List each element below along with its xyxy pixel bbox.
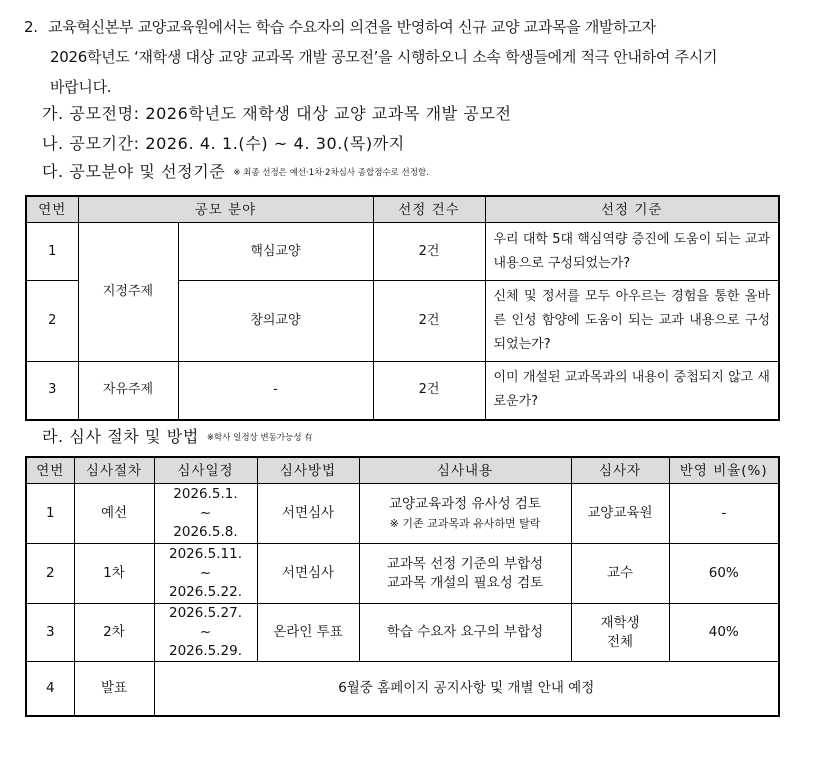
cell-method: 서면심사 xyxy=(257,484,359,544)
reviewer-line-1: 재학생 xyxy=(600,614,640,631)
cell-step: 2차 xyxy=(74,604,154,662)
col-ratio: 반영 비율(%) xyxy=(669,457,779,484)
item-field-criteria xyxy=(42,159,429,186)
cell-field: 핵심교양 xyxy=(178,223,373,281)
item-review-procedure-note: ※학사 일정상 변동가능성 有 xyxy=(206,433,313,443)
item-field-criteria-label: 다. 공모분야 및 선정기준 xyxy=(42,162,226,181)
schedule-end: 2026.5.8. xyxy=(173,524,238,540)
col-field: 공모 분야 xyxy=(78,196,373,223)
cell-reviewer: 교양교육원 xyxy=(571,484,669,544)
schedule-end: 2026.5.22. xyxy=(169,584,242,600)
cell-no: 3 xyxy=(26,362,78,420)
col-method: 심사방법 xyxy=(257,457,359,484)
table-row xyxy=(26,544,779,604)
table-row xyxy=(26,662,779,716)
col-content: 심사내용 xyxy=(359,457,571,484)
content-line-2: ※ 기존 교과목과 유사하면 탈락 xyxy=(389,516,541,530)
table-row xyxy=(26,604,779,662)
item-contest-name: 가. 공모전명: 2026학년도 재학생 대상 교양 교과목 개발 공모전 xyxy=(42,104,512,123)
cell-no: 3 xyxy=(26,604,74,662)
cell-schedule xyxy=(154,484,257,544)
schedule-tilde: ~ xyxy=(199,624,212,640)
reviewer-line-2: 전체 xyxy=(606,633,634,650)
schedule-start: 2026.5.11. xyxy=(169,546,242,562)
item-contest-period: 나. 공모기간: 2026. 4. 1.(수) ~ 4. 30.(목)까지 xyxy=(42,134,405,153)
col-no: 연번 xyxy=(26,457,74,484)
cell-method: 온라인 투표 xyxy=(257,604,359,662)
content-line-1: 교양교육과정 유사성 검토 xyxy=(388,495,542,512)
col-no: 연번 xyxy=(26,196,78,223)
intro-line-2: 2026학년도 ‘재학생 대상 교양 교과목 개발 공모전’을 시행하오니 소속 학생들에게 적극 안내하여 주시기 xyxy=(50,48,718,66)
cell-count: 2건 xyxy=(373,362,485,420)
cell-reviewer xyxy=(571,604,669,662)
item-review-procedure xyxy=(42,424,313,451)
table-row xyxy=(26,484,779,544)
cell-group-free: 자유주제 xyxy=(78,362,178,420)
cell-ratio: 60% xyxy=(669,544,779,604)
content-line-1: 교과목 선정 기준의 부합성 xyxy=(386,555,544,572)
cell-schedule xyxy=(154,604,257,662)
review-procedure-table xyxy=(25,456,780,717)
cell-field: - xyxy=(178,362,373,420)
col-count: 선정 건수 xyxy=(373,196,485,223)
cell-content xyxy=(359,544,571,604)
schedule-tilde: ~ xyxy=(199,565,212,581)
cell-ratio: - xyxy=(669,484,779,544)
schedule-start: 2026.5.27. xyxy=(169,605,242,621)
intro-number: 2. xyxy=(24,18,38,36)
col-step: 심사절차 xyxy=(74,457,154,484)
field-criteria-table xyxy=(25,195,780,421)
cell-group-designated: 지정주제 xyxy=(78,223,178,362)
schedule-tilde: ~ xyxy=(199,505,212,521)
intro-line-1: 교육혁신본부 교양교육원에서는 학습 수요자의 의견을 반영하여 신규 교양 교과목을 개발하고자 xyxy=(48,18,656,36)
cell-step: 1차 xyxy=(74,544,154,604)
table-row xyxy=(26,362,779,420)
cell-count: 2건 xyxy=(373,281,485,362)
cell-field: 창의교양 xyxy=(178,281,373,362)
cell-criteria: 이미 개설된 교과목과의 내용이 중첩되지 않고 새로운가? xyxy=(485,362,779,420)
schedule-start: 2026.5.1. xyxy=(173,486,238,502)
intro-paragraph xyxy=(24,12,784,102)
cell-criteria: 우리 대학 5대 핵심역량 증진에 도움이 되는 교과 내용으로 구성되었는가? xyxy=(485,223,779,281)
cell-count: 2건 xyxy=(373,223,485,281)
item-field-criteria-note: ※ 최종 선정은 예선·1차·2차심사 종합점수로 선정함. xyxy=(233,168,429,178)
item-review-procedure-label: 라. 심사 절차 및 방법 xyxy=(42,427,199,446)
cell-no: 2 xyxy=(26,544,74,604)
cell-method: 서면심사 xyxy=(257,544,359,604)
col-schedule: 심사일정 xyxy=(154,457,257,484)
cell-announcement: 6월중 홈페이지 공지사항 및 개별 안내 예정 xyxy=(154,662,779,716)
cell-no: 1 xyxy=(26,223,78,281)
intro-line-3: 바랍니다. xyxy=(50,78,112,96)
cell-step: 예선 xyxy=(74,484,154,544)
col-criteria: 선정 기준 xyxy=(485,196,779,223)
table-header-row xyxy=(26,457,779,484)
cell-no: 1 xyxy=(26,484,74,544)
cell-criteria: 신체 및 정서를 모두 아우르는 경험을 통한 올바른 인성 함양에 도움이 되는 교과 내용으로 구성되었는가? xyxy=(485,281,779,362)
table-header-row xyxy=(26,196,779,223)
cell-content xyxy=(359,484,571,544)
cell-content: 학습 수요자 요구의 부합성 xyxy=(359,604,571,662)
cell-step: 발표 xyxy=(74,662,154,716)
cell-ratio: 40% xyxy=(669,604,779,662)
cell-schedule xyxy=(154,544,257,604)
cell-no: 4 xyxy=(26,662,74,716)
content-line-2: 교과목 개설의 필요성 검토 xyxy=(386,574,544,591)
cell-no: 2 xyxy=(26,281,78,362)
schedule-end: 2026.5.29. xyxy=(169,643,242,659)
table-row xyxy=(26,223,779,281)
col-reviewer: 심사자 xyxy=(571,457,669,484)
cell-reviewer: 교수 xyxy=(571,544,669,604)
